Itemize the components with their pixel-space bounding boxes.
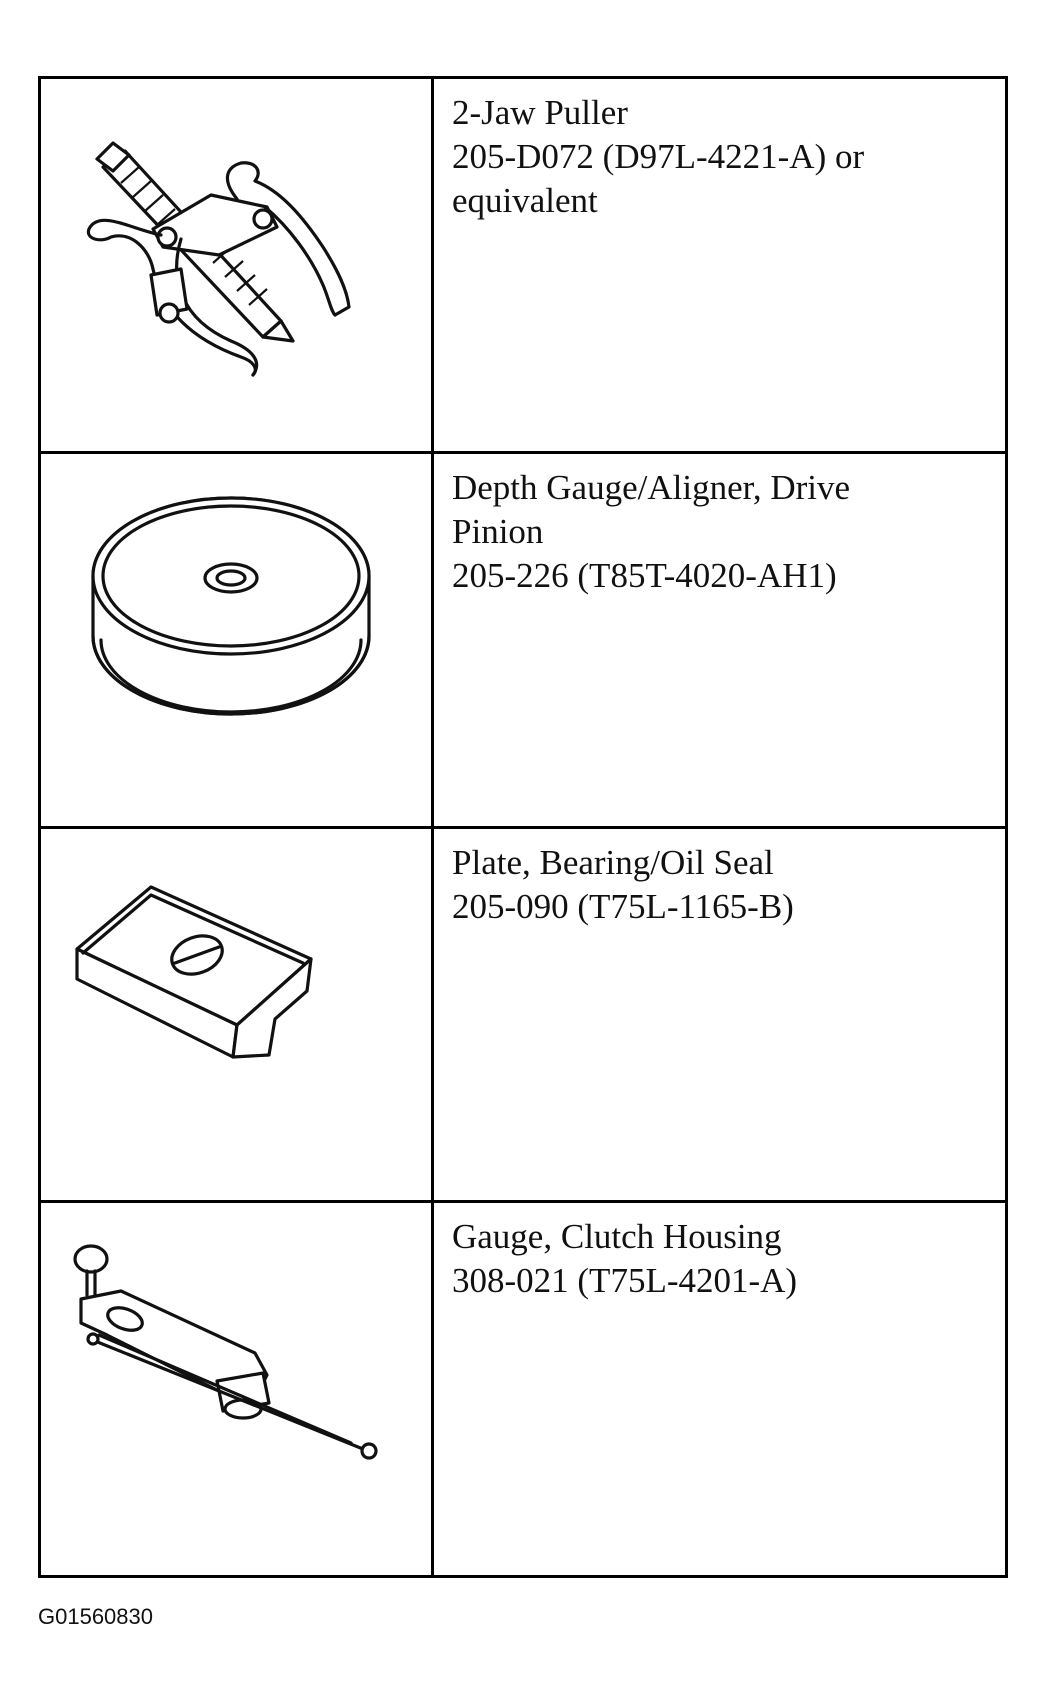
bearing-oil-seal-plate-icon bbox=[41, 829, 431, 1199]
tool-name: Gauge, Clutch Housing bbox=[452, 1217, 782, 1257]
tool-illustration-cell bbox=[41, 79, 434, 451]
tool-name: 2-Jaw Puller bbox=[452, 93, 628, 132]
tool-name: Plate, Bearing/Oil Seal bbox=[452, 842, 774, 882]
special-tools-table bbox=[38, 76, 1008, 1578]
tool-part-number: 205-D072 (D97L-4221-A) or bbox=[452, 137, 865, 176]
tool-description bbox=[434, 79, 1005, 451]
figure-id: G01560830 bbox=[38, 1604, 153, 1629]
tool-row bbox=[41, 79, 1005, 454]
tool-description bbox=[434, 454, 1005, 826]
tool-name: Depth Gauge/Aligner, Drive bbox=[452, 467, 851, 507]
two-jaw-puller-icon bbox=[41, 79, 431, 449]
tool-illustration-cell bbox=[41, 829, 434, 1201]
tool-row bbox=[41, 829, 1005, 1204]
depth-gauge-aligner-icon bbox=[41, 454, 431, 824]
tool-part-note: equivalent bbox=[452, 181, 598, 220]
tool-name-continued: Pinion bbox=[452, 511, 544, 551]
tool-description bbox=[434, 829, 1005, 1201]
tool-description bbox=[434, 1203, 1005, 1575]
tool-part-number: 308-021 (T75L-4201-A) bbox=[452, 1261, 798, 1301]
tool-illustration-cell bbox=[41, 454, 434, 826]
tool-part-number: 205-226 (T85T-4020-AH1) bbox=[452, 555, 837, 595]
tool-row bbox=[41, 454, 1005, 829]
tool-part-number: 205-090 (T75L-1165-B) bbox=[452, 886, 794, 926]
tool-illustration-cell bbox=[41, 1203, 434, 1575]
tool-row bbox=[41, 1203, 1005, 1575]
clutch-housing-gauge-icon bbox=[41, 1203, 431, 1573]
